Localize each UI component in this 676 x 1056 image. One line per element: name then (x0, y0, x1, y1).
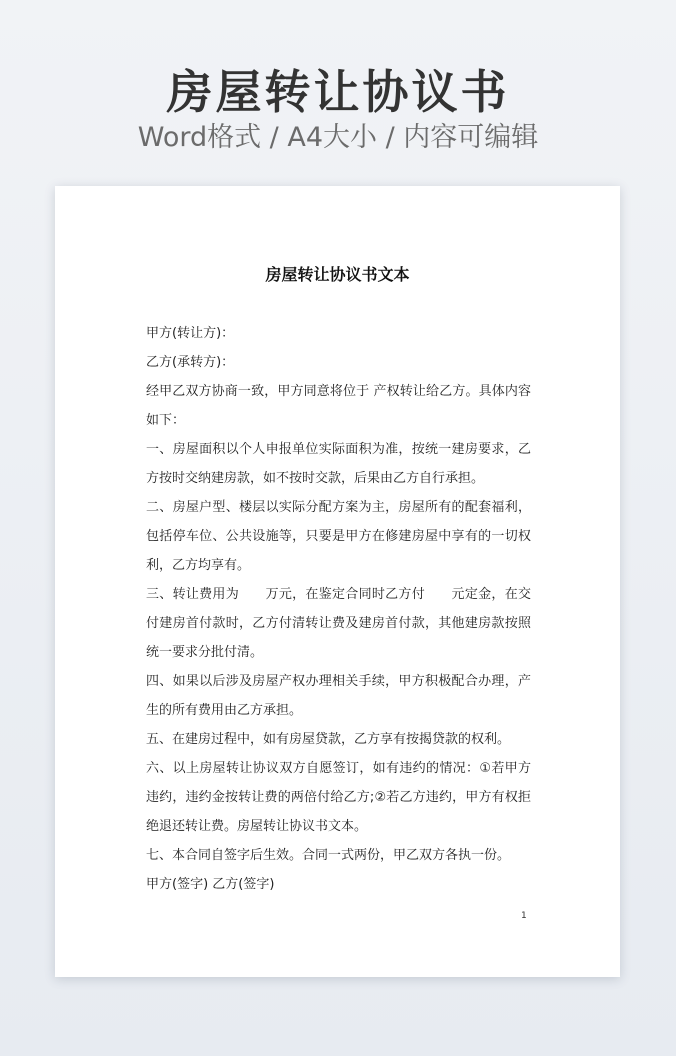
clause-5: 五、在建房过程中，如有房屋贷款，乙方享有按揭贷款的权利。 (146, 732, 511, 747)
intro-paragraph: 经甲乙双方协商一致，甲方同意将位于 产权转让给乙方。具体内容如下： (146, 384, 531, 428)
clause-7: 七、本合同自签字后生效。合同一式两份，甲乙双方各执一份。 (146, 848, 511, 863)
promo-banner (0, 0, 676, 185)
clause-2: 二、房屋户型、楼层以实际分配方案为主，房屋所有的配套福利，包括停车位、公共设施等，只要是甲方在修建房屋中享有的一切权利，乙方均享有。 (146, 500, 531, 573)
clause-1: 一、房屋面积以个人申报单位实际面积为准，按统一建房要求，乙方按时交纳建房款，如不按时交款，后果由乙方自行承担。 (146, 442, 531, 486)
document-body (146, 319, 531, 899)
banner-subtitle: Word格式 / A4大小 / 内容可编辑 (137, 122, 539, 153)
banner-title: 房屋转让协议书 (166, 65, 510, 119)
page-number: 1 (521, 911, 527, 921)
document-page (55, 186, 620, 977)
clause-3: 三、转让费用为 万元，在鉴定合同时乙方付 元定金，在交付建房首付款时，乙方付清转让费及建房首付款，其他建房款按照统一要求分批付清。 (146, 587, 531, 660)
party-b-line: 乙方(承转方)： (146, 355, 235, 370)
clause-4: 四、如果以后涉及房屋产权办理相关手续，甲方积极配合办理，产生的所有费用由乙方承担。 (146, 674, 531, 718)
document-title: 房屋转让协议书文本 (265, 265, 410, 284)
clause-6: 六、以上房屋转让协议双方自愿签订，如有违约的情况：①若甲方违约，违约金按转让费的两倍付给乙方;②若乙方违约，甲方有权拒绝退还转让费。房屋转让协议书文本。 (146, 761, 531, 834)
signature-line: 甲方(签字) 乙方(签字) (146, 877, 275, 892)
party-a-line: 甲方(转让方)： (146, 326, 235, 341)
